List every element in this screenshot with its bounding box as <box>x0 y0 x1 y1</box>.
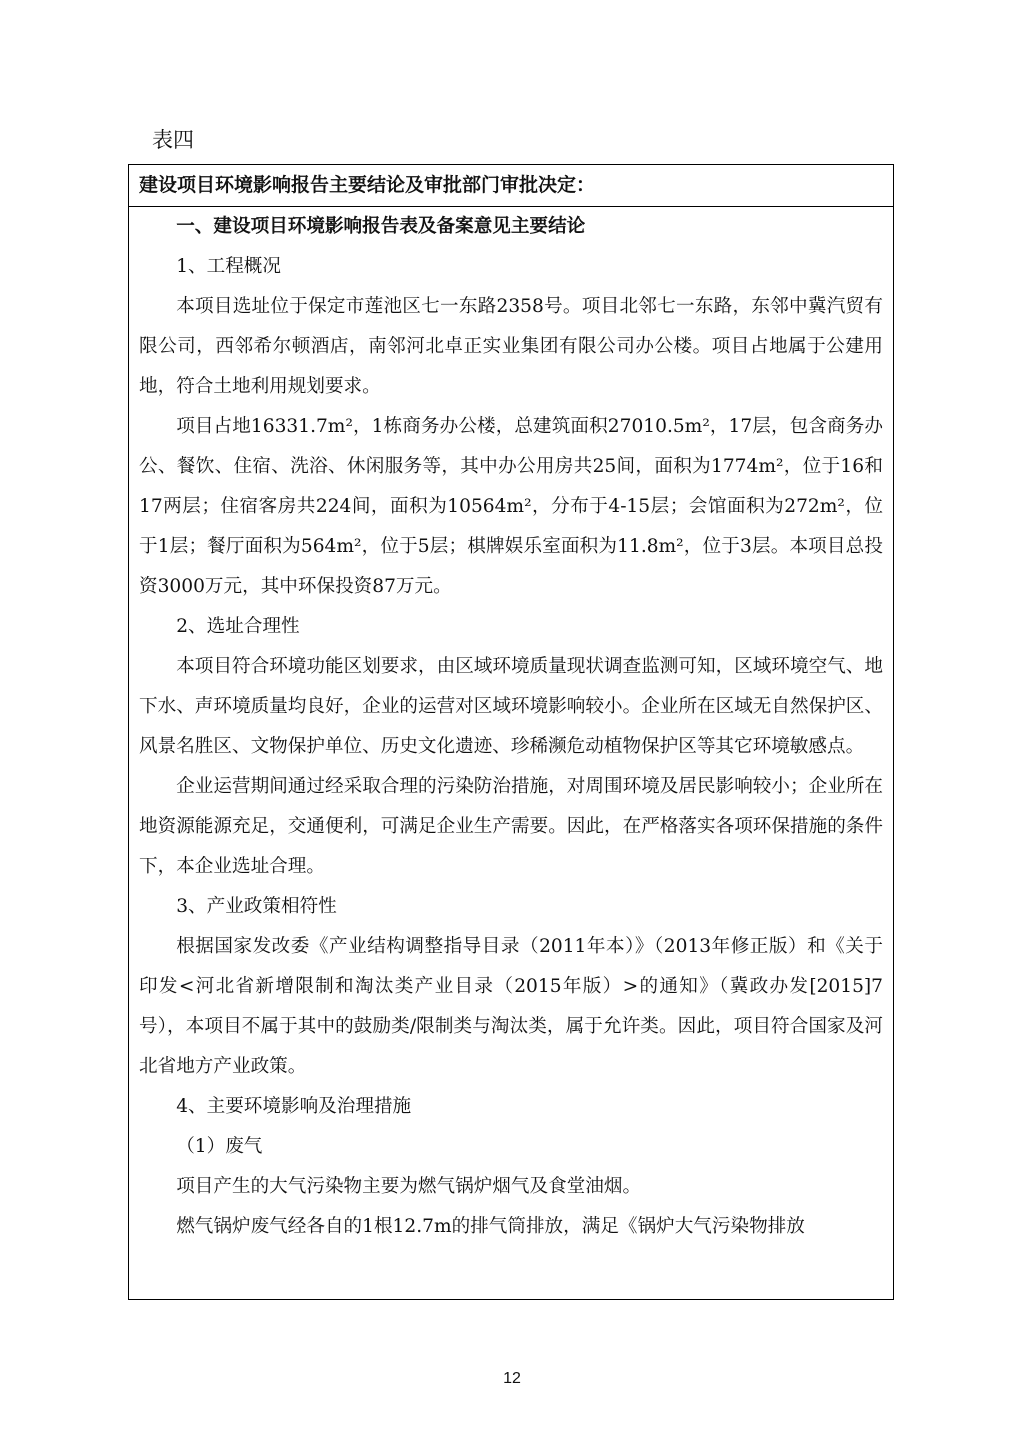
table-header: 建设项目环境影响报告主要结论及审批部门审批决定： <box>129 165 893 207</box>
subsection-heading: 3、产业政策相符性 <box>176 896 337 917</box>
subsection-heading: 4、主要环境影响及治理措施 <box>176 1096 412 1117</box>
subsection-heading: （1）废气 <box>176 1136 263 1157</box>
subsection-heading: 2、选址合理性 <box>176 616 300 637</box>
page-number: 12 <box>503 1370 521 1387</box>
paragraph: 项目产生的大气污染物主要为燃气锅炉烟气及食堂油烟。 <box>176 1176 642 1197</box>
subsection-heading: 1、工程概况 <box>176 256 281 277</box>
table-content <box>129 207 893 1247</box>
paragraph: 企业运营期间通过经采取合理的污染防治措施，对周围环境及居民影响较小；企业所在地资源能源充足，交通便利，可满足企业生产需要。因此，在严格落实各项环保措施的条件下，本企业选址合理。 <box>139 776 883 877</box>
conclusion-table <box>128 164 894 1300</box>
paragraph: 项目占地16331.7m²，1栋商务办公楼，总建筑面积27010.5m²，17层，包含商务办公、餐饮、住宿、洗浴、休闲服务等，其中办公用房共25间，面积为1774m²，位于16和17两层；住宿客房共224间，面积为10564m²，分布于4-15层；会馆面积为272m²，位于1层；餐厅面积为564m²，位于5层；棋牌娱乐室面积为11.8m²，位于3层。本项目总投资3000万元，其中环保投资87万元。 <box>139 416 883 597</box>
table-label: 表四 <box>152 128 194 152</box>
section-heading: 一、建设项目环境影响报告表及备案意见主要结论 <box>176 216 586 237</box>
paragraph: 本项目选址位于保定市莲池区七一东路2358号。项目北邻七一东路，东邻中冀汽贸有限公司，西邻希尔顿酒店，南邻河北卓正实业集团有限公司办公楼。项目占地属于公建用地，符合土地利用规划要求。 <box>139 296 883 397</box>
paragraph: 本项目符合环境功能区划要求，由区域环境质量现状调查监测可知，区域环境空气、地下水、声环境质量均良好，企业的运营对区域环境影响较小。企业所在区域无自然保护区、风景名胜区、文物保护单位、历史文化遗迹、珍稀濒危动植物保护区等其它环境敏感点。 <box>139 656 883 757</box>
paragraph: 根据国家发改委《产业结构调整指导目录（2011年本）》（2013年修正版）和《关于印发<河北省新增限制和淘汰类产业目录（2015年版）>的通知》（冀政办发[2015]7号），本项目不属于其中的鼓励类/限制类与淘汰类，属于允许类。因此，项目符合国家及河北省地方产业政策。 <box>139 936 883 1077</box>
paragraph: 燃气锅炉废气经各自的1根12.7m的排气筒排放，满足《锅炉大气污染物排放 <box>176 1216 805 1237</box>
